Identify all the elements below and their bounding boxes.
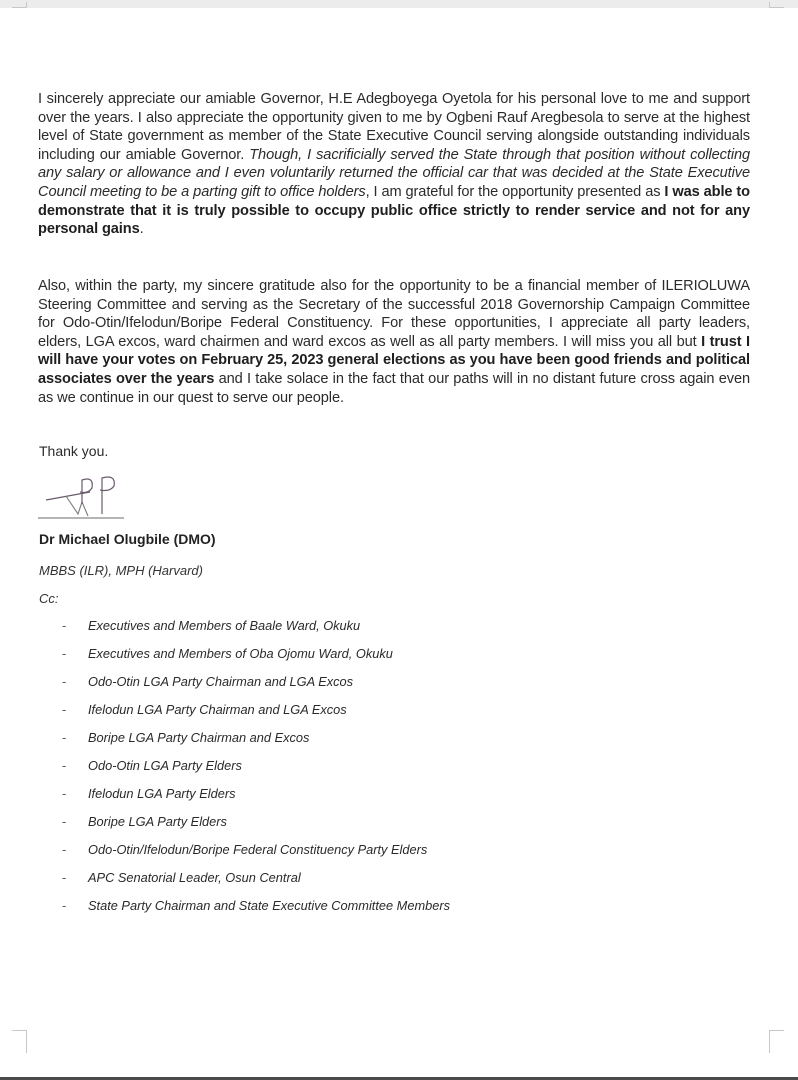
dash-bullet-icon: - — [62, 898, 67, 913]
dash-bullet-icon: - — [62, 702, 67, 717]
cc-label: Cc: — [39, 591, 59, 606]
cc-item-text: Odo-Otin LGA Party Elders — [88, 758, 242, 773]
dash-bullet-icon: - — [62, 674, 67, 689]
signature-icon — [38, 474, 128, 522]
dash-bullet-icon: - — [62, 618, 67, 633]
paragraph-bold-text: I trust I will have your votes on February 25, 2023 general elections as you have been good friends and political associates over the years — [38, 333, 750, 387]
page-corner-mark-bottom-left — [12, 1030, 27, 1053]
dash-bullet-icon: - — [62, 730, 67, 745]
dash-bullet-icon: - — [62, 814, 67, 829]
dash-bullet-icon: - — [62, 758, 67, 773]
closing-text: Thank you. — [39, 443, 109, 459]
cc-item-text: Ifelodun LGA Party Elders — [88, 786, 236, 801]
paragraph-gratitude-party — [38, 277, 750, 407]
paragraph-italic-text: Though, I sacrificially served the State through that position without collecting any salary or allowance and I even voluntarily returned — [38, 146, 751, 182]
dash-bullet-icon: - — [62, 870, 67, 885]
paragraph-gratitude-governor — [38, 90, 750, 239]
page-corner-mark-top-right — [769, 2, 784, 8]
paragraph-text: Also, within the party, my sincere gratitude also for the opportunity to be a financial member of ILERIOLUWA Steering Committee and serving as the Secretary of the successful 2018 Governorship Campaign Committee for Odo-Otin/Ifelodun/Boripe Federal Constituency. For these opportunities, I appreciate all party leaders, elders, LGA excos, ward chairmen and ward excos as well as all party members. I will miss you all but — [38, 278, 750, 350]
paragraph-italic-text: the official car that was decided at the State Executive Council meeting to be a parting gift to office holders — [38, 165, 750, 200]
cc-item-text: Executives and Members of Oba Ojomu Ward, Okuku — [88, 646, 393, 661]
page-corner-mark-bottom-right — [769, 1030, 784, 1053]
cc-item-text: Boripe LGA Party Chairman and Excos — [88, 730, 310, 745]
paragraph-text: and I take solace in the fact that our paths will in no distant future cross again even as we continue in our quest to serve our people. — [38, 370, 750, 406]
cc-item-text: Odo-Otin LGA Party Chairman and LGA Excos — [88, 674, 354, 689]
page-corner-mark-top-left — [12, 2, 27, 8]
cc-item-text: Odo-Otin/Ifelodun/Boripe Federal Constituency Party Elders — [88, 842, 428, 857]
paragraph-text: I sincerely appreciate our amiable Governor, H.E Adegboyega Oyetola for his personal love to me and support over the years. I also appreciate the opportunity given to me by Ogbeni Rauf Aregbesola to serve at the highest level of State government as member of the State Executive Council serving alongside outstanding individuals including our amiable Governor. — [38, 91, 750, 163]
paragraph-text: . — [139, 221, 144, 238]
dash-bullet-icon: - — [62, 842, 67, 857]
viewer-top-band — [0, 0, 798, 8]
dash-bullet-icon: - — [62, 646, 67, 661]
cc-item-text: Boripe LGA Party Elders — [88, 814, 227, 829]
cc-item-text: Ifelodun LGA Party Chairman and LGA Excos — [88, 702, 347, 717]
cc-item-text: State Party Chairman and State Executive Committee Members — [88, 898, 451, 913]
cc-item-text: APC Senatorial Leader, Osun Central — [88, 870, 301, 885]
signer-credentials: MBBS (ILR), MPH (Harvard) — [39, 563, 203, 578]
paragraph-bold-text: I was able to demonstrate that it is truly possible to occupy public office strictly to render service and not for any personal gains — [38, 183, 750, 238]
paragraph-text: , I am grateful for the opportunity presented as — [365, 183, 665, 200]
signer-name: Dr Michael Olugbile (DMO) — [39, 531, 216, 547]
cc-item-text: Executives and Members of Baale Ward, Okuku — [88, 618, 361, 633]
dash-bullet-icon: - — [62, 786, 67, 801]
